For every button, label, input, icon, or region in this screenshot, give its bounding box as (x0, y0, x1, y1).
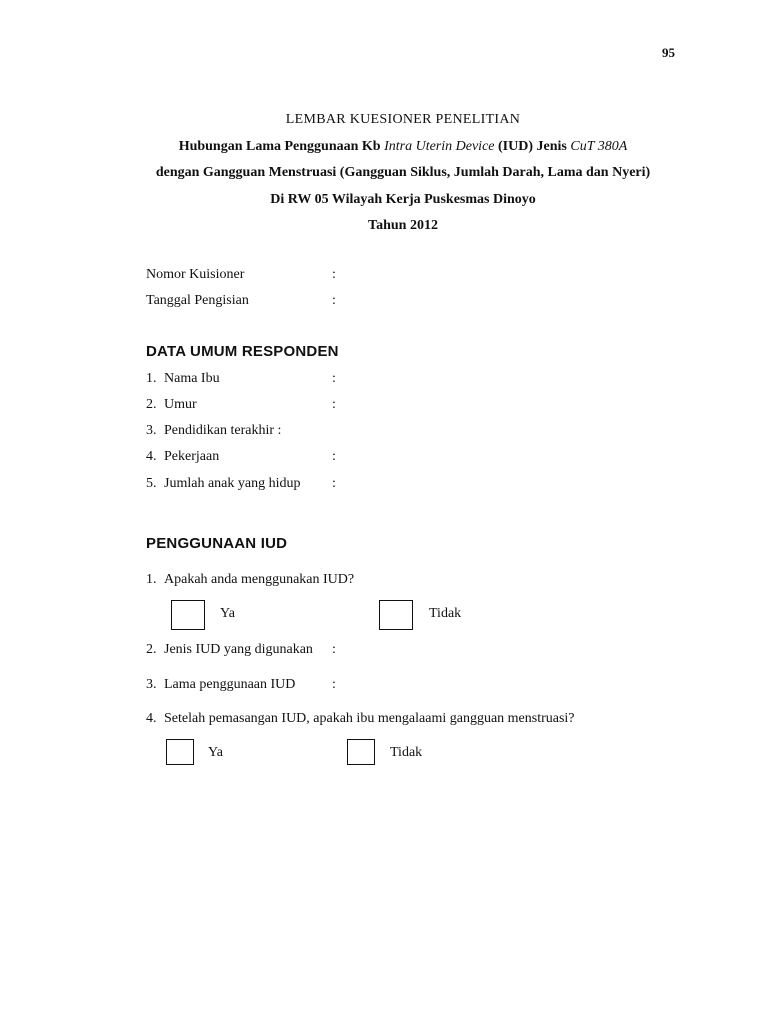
list-item (146, 369, 336, 389)
q1-no-label: Tidak (429, 606, 462, 621)
title-line-5: Tahun 2012 (368, 218, 438, 233)
question-text: Lama penggunaan IUD (164, 677, 296, 692)
question-colon: : (332, 642, 336, 657)
title-line-3: dengan Gangguan Menstruasi (Gangguan Siklus, Jumlah Darah, Lama dan Nyeri) (155, 165, 651, 180)
tanggal-pengisian-row (146, 291, 336, 311)
q4-no-label: Tidak (390, 745, 423, 760)
question-number: 3. (146, 677, 157, 692)
question-number: 4. (146, 711, 157, 726)
title-line-2 (0, 134, 768, 161)
penggunaan-iud-heading: PENGGUNAAN IUD (146, 535, 288, 552)
title-line-2-middle: (IUD) Jenis (494, 138, 571, 154)
list-item (146, 395, 336, 415)
q4-no-checkbox[interactable] (347, 739, 375, 765)
document-title (0, 107, 768, 240)
q4-yes-label: Ya (208, 745, 223, 760)
data-umum-heading: DATA UMUM RESPONDEN (146, 343, 339, 360)
question-text: Apakah anda menggunakan IUD? (164, 572, 355, 587)
title-line-4: Di RW 05 Wilayah Kerja Puskesmas Dinoyo (270, 191, 536, 207)
question-3 (146, 675, 336, 695)
list-item (146, 421, 332, 441)
title-line-1: LEMBAR KUESIONER PENELITIAN (285, 112, 521, 127)
item-number: 5. (146, 476, 157, 491)
item-number: 4. (146, 449, 157, 464)
question-number: 1. (146, 572, 157, 587)
item-colon: : (332, 397, 336, 412)
item-label: Pekerjaan (164, 449, 220, 464)
item-number: 2. (146, 397, 157, 412)
q1-yes-checkbox[interactable] (171, 600, 205, 630)
title-line-2-prefix: Hubungan Lama Penggunaan Kb (178, 138, 385, 154)
nomor-kuisioner-colon: : (332, 267, 336, 282)
q1-no-checkbox[interactable] (379, 600, 413, 630)
item-colon: : (332, 371, 336, 386)
question-text: Setelah pemasangan IUD, apakah ibu mengalaami gangguan menstruasi? (164, 711, 575, 726)
item-colon: : (332, 449, 336, 464)
question-text: Jenis IUD yang digunakan (164, 642, 313, 657)
tanggal-pengisian-colon: : (332, 293, 336, 308)
page-number: 95 (662, 45, 675, 60)
question-1 (146, 570, 354, 590)
item-label: Nama Ibu (164, 371, 220, 386)
item-number: 3. (146, 423, 157, 438)
title-italic-device: Intra Uterin Device (384, 138, 495, 154)
item-label: Pendidikan terakhir : (164, 423, 282, 438)
list-item (146, 447, 336, 467)
nomor-kuisioner-row (146, 265, 336, 285)
question-colon: : (332, 677, 336, 692)
list-item (146, 474, 336, 494)
item-label: Umur (164, 397, 197, 412)
nomor-kuisioner-label: Nomor Kuisioner (146, 267, 245, 282)
title-italic-type: CuT 380A (570, 138, 628, 154)
q4-yes-checkbox[interactable] (166, 739, 194, 765)
question-2 (146, 640, 336, 660)
item-colon: : (332, 476, 336, 491)
item-label: Jumlah anak yang hidup (164, 476, 301, 491)
tanggal-pengisian-label: Tanggal Pengisian (146, 293, 249, 308)
question-4 (146, 709, 575, 729)
item-number: 1. (146, 371, 157, 386)
q1-yes-label: Ya (220, 606, 235, 621)
question-number: 2. (146, 642, 157, 657)
